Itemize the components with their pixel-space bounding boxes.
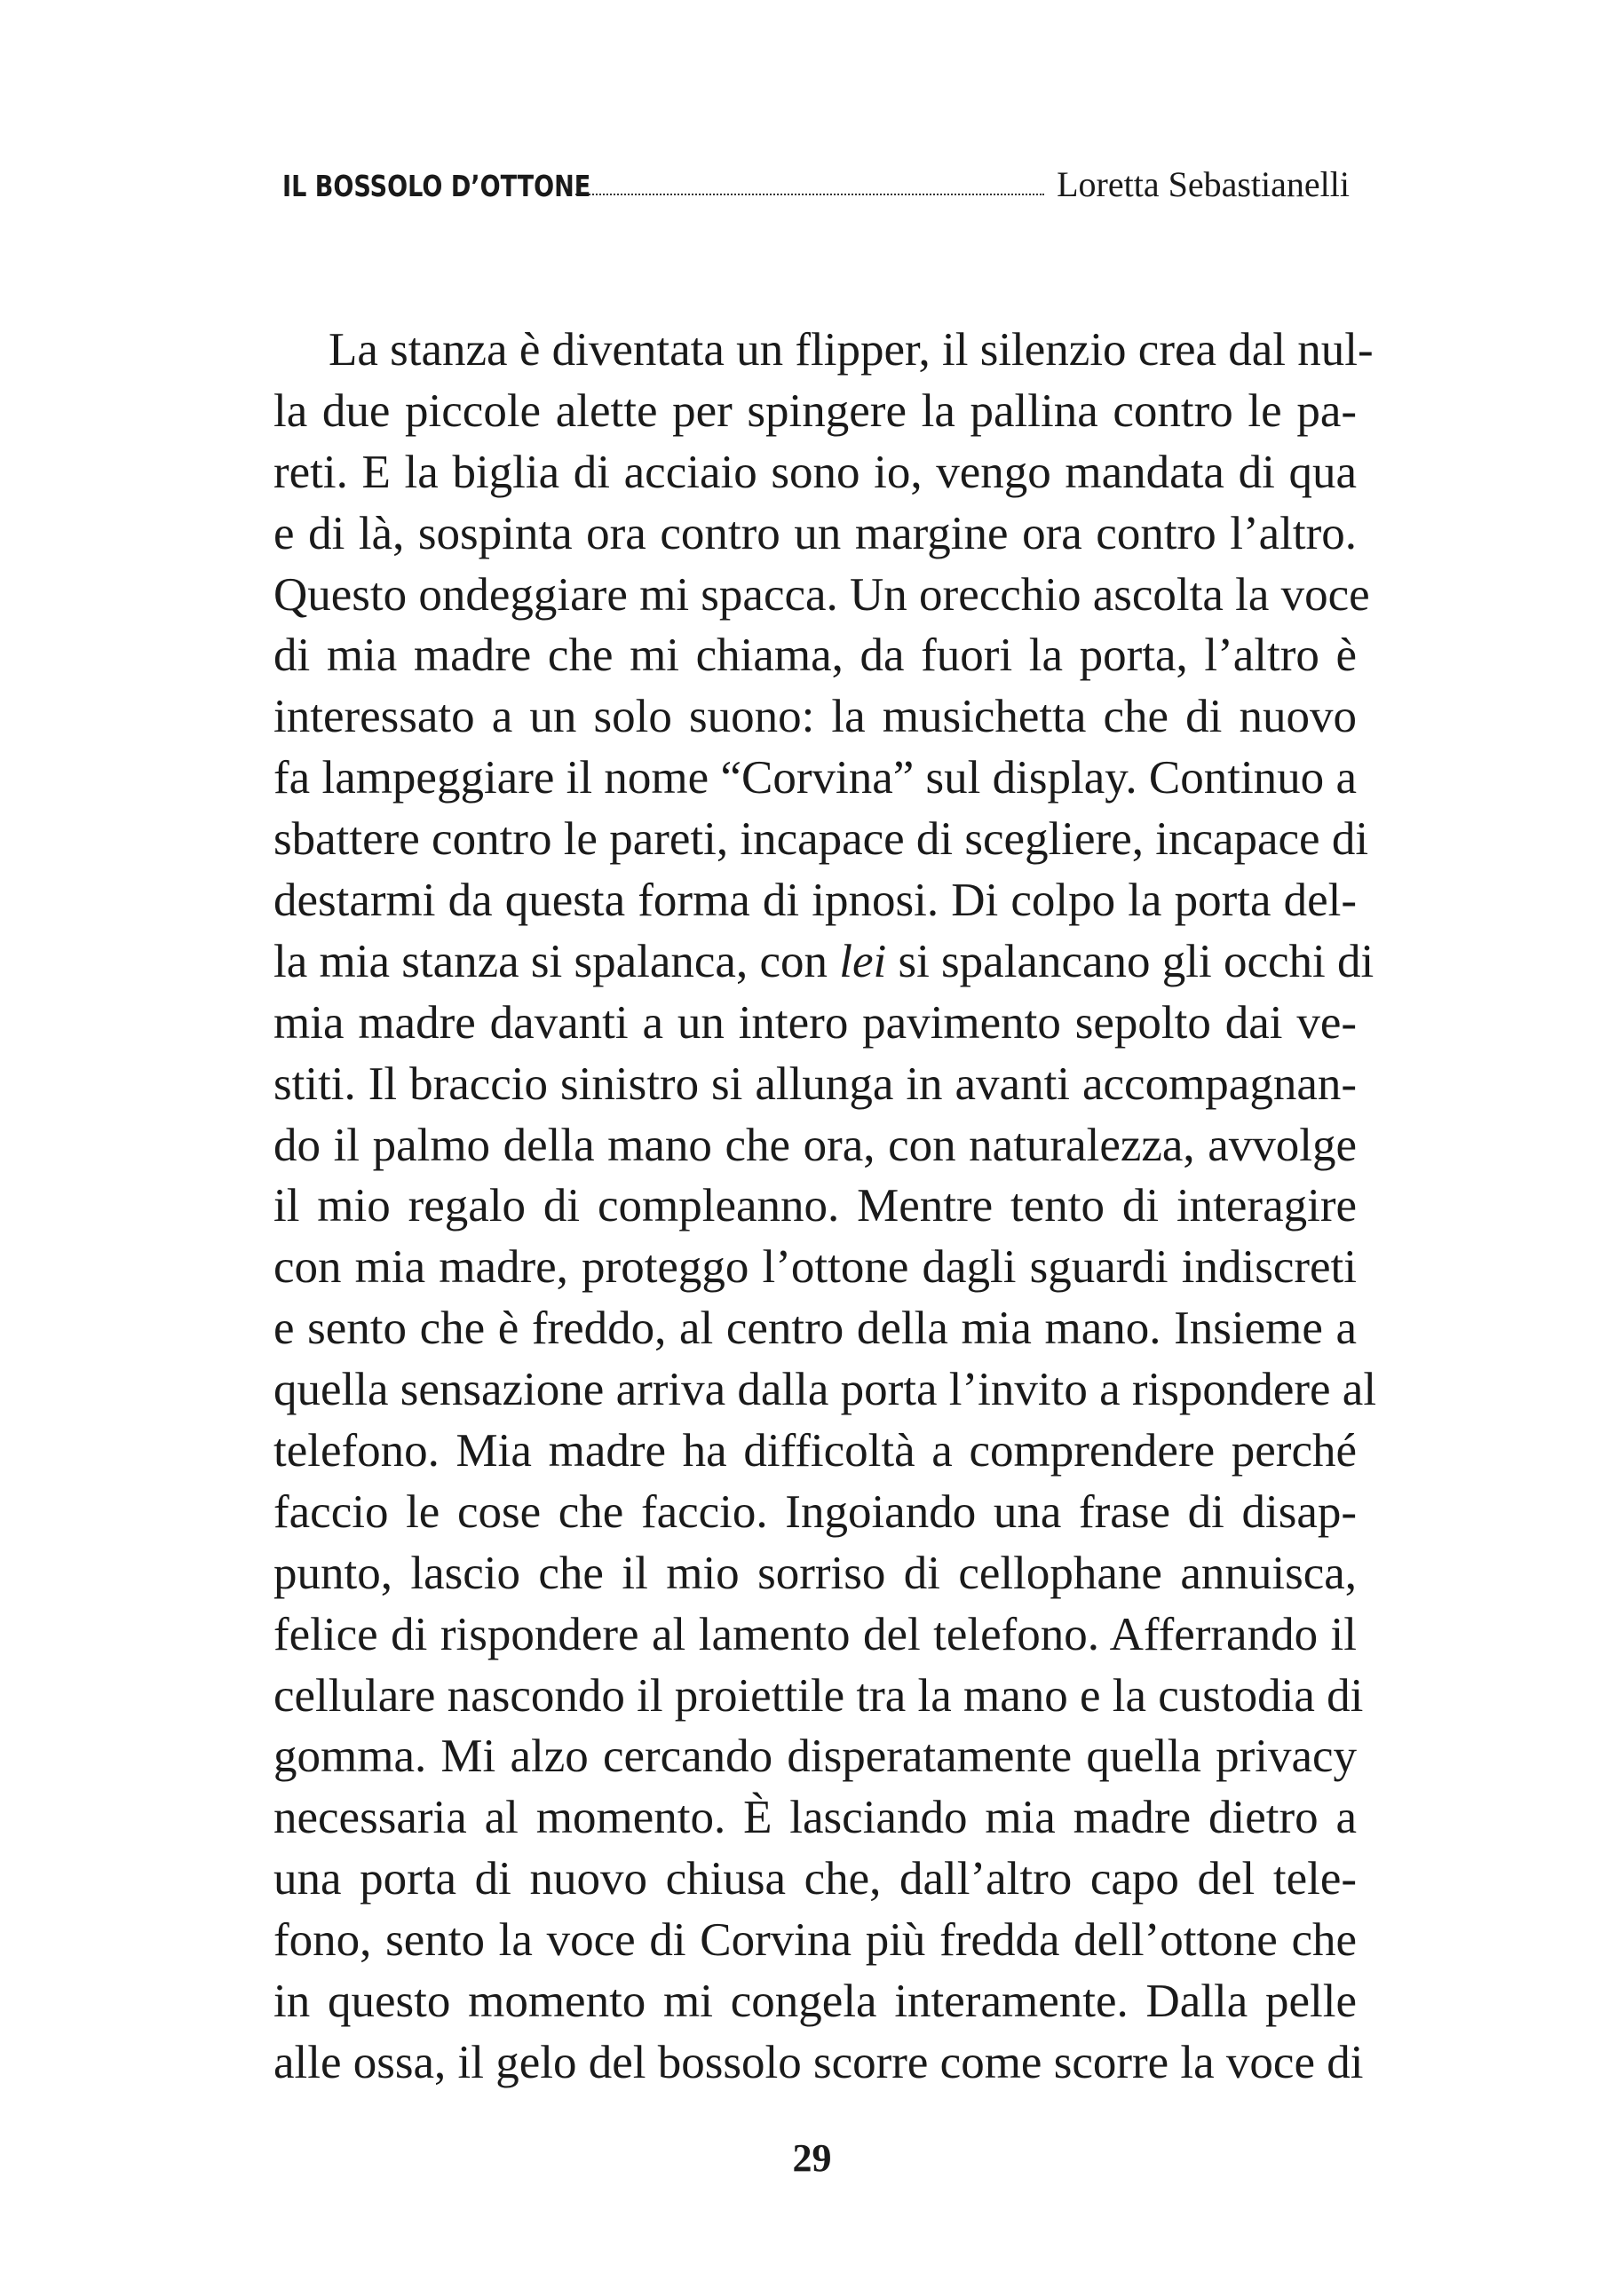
running-header [282,160,1350,204]
text-line: la due piccole alette per spingere la pallina contro le pa- [273,384,1357,437]
text-line: interessato a un solo suono: la musichetta che di nuovo [273,691,1357,743]
dotted-leader [575,193,1044,195]
text-segment: si spalancano gli occhi di [886,935,1374,987]
text-line: reti. E la biglia di acciaio sono io, vengo mandata di qua [273,446,1357,498]
book-title: IL BOSSOLO D’OTTONE [282,169,591,203]
text-line: do il palmo della mano che ora, con naturalezza, avvolge [273,1119,1357,1171]
text-line-with-italic [273,931,1374,993]
text-line: fa lampeggiare il nome “Corvina” sul display. Continuo a [273,752,1357,804]
text-line: necessaria al momento. È lasciando mia madre dietro a [273,1792,1357,1844]
author-name: Loretta Sebastianelli [1057,164,1350,204]
text-line: Questo ondeggiare mi spacca. Un orecchio ascolta la voce [273,568,1370,621]
italic-word: lei [839,935,887,987]
text-line: e sento che è freddo, al centro della mia mano. Insieme a [273,1303,1357,1355]
text-line: destarmi da questa forma di ipnosi. Di colpo la porta del- [273,875,1357,927]
page-number: 29 [792,2136,832,2180]
text-line: fono, sento la voce di Corvina più fredda dell’ottone che [273,1914,1357,1967]
text-line: una porta di nuovo chiusa che, dall’altro capo del tele- [273,1853,1357,1905]
text-line: stiti. Il braccio sinistro si allunga in avanti accompagnan- [273,1057,1357,1110]
text-line: telefono. Mia madre ha difficoltà a comprendere perché [273,1425,1357,1477]
text-line: mia madre davanti a un intero pavimento sepolto dai ve- [273,996,1357,1049]
text-line: in questo momento mi congela interamente. Dalla pelle [273,1976,1357,2028]
text-line: il mio regalo di compleanno. Mentre tento di interagire [273,1180,1357,1232]
body-paragraph [273,320,1377,2094]
text-line: con mia madre, proteggo l’ottone dagli sguardi indiscreti [273,1241,1357,1294]
text-line: cellulare nascondo il proiettile tra la mano e la custodia di [273,1669,1364,1722]
text-line: punto, lascio che il mio sorriso di cellophane annuisca, [273,1547,1357,1599]
text-line: felice di rispondere al lamento del telefono. Afferrando il [273,1608,1357,1660]
text-line: sbattere contro le pareti, incapace di scegliere, incapace di [273,813,1369,866]
text-segment: la mia stanza si spalanca, con [273,935,840,987]
text-line: di mia madre che mi chiama, da fuori la porta, l’altro è [273,630,1357,682]
text-line: e di là, sospinta ora contro un margine ora contro l’altro. [273,507,1357,559]
text-line: alle ossa, il gelo del bossolo scorre come scorre la voce di [273,2036,1364,2088]
text-line: gomma. Mi alzo cercando disperatamente quella privacy [273,1730,1357,1783]
text-line: quella sensazione arriva dalla porta l’invito a rispondere al [273,1364,1377,1416]
text-line: La stanza è diventata un flipper, il silenzio crea dal nul- [329,324,1374,376]
text-line: faccio le cose che faccio. Ingoiando una frase di disap- [273,1485,1357,1538]
